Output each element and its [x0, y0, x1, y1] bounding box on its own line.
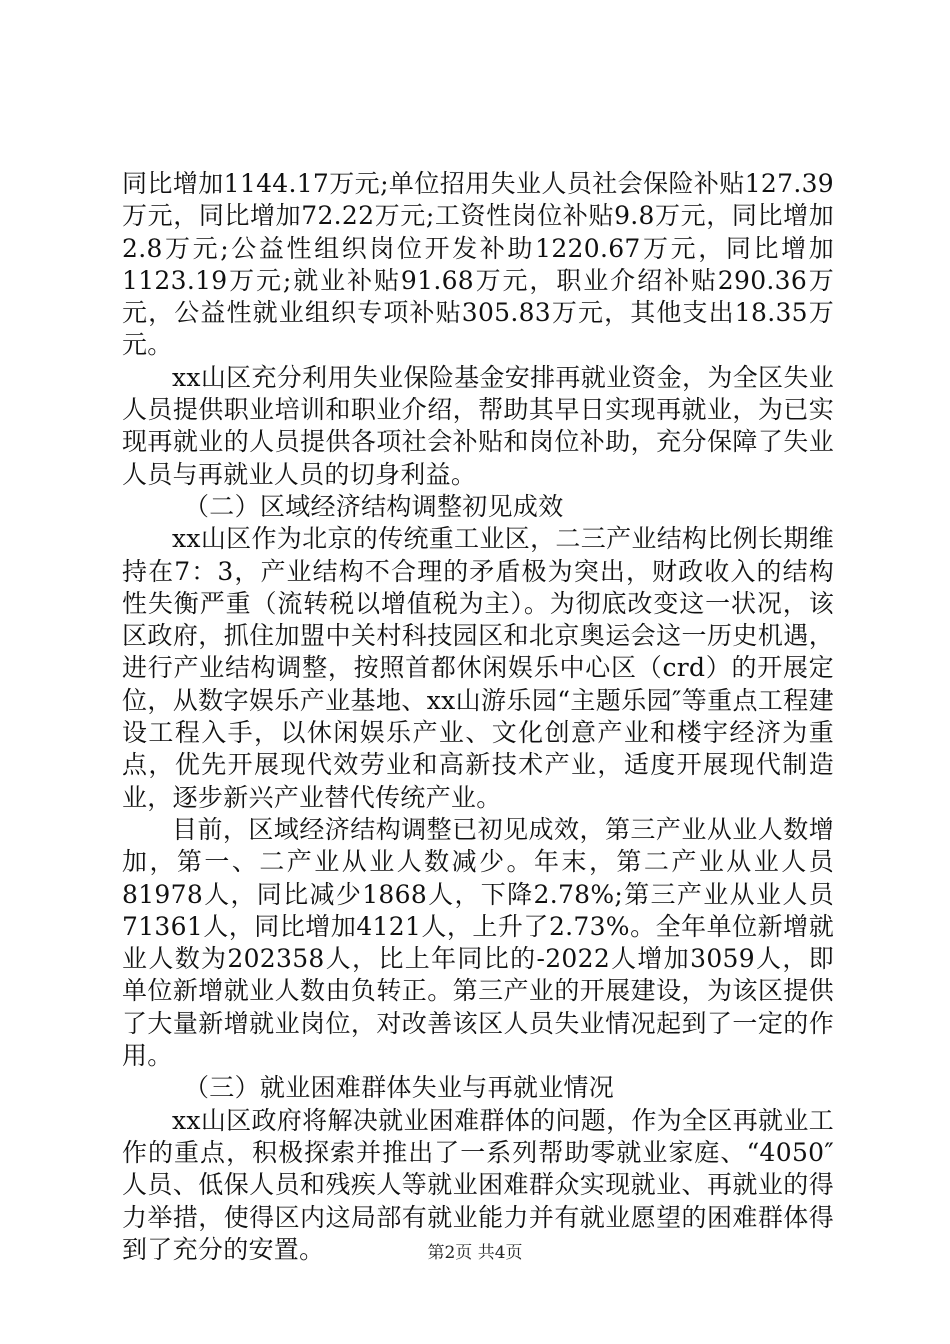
paragraph-insurance-subsidies: 同比增加1144.17万元;单位招用失业人员社会保险补贴127.39万元，同比增加72.22万元;工资性岗位补贴9.8万元，同比增加2.8万元;公益性组织岗位开发补助1220.67万元，同比增加1123.19万元;就业补贴91.68万元，职业介绍补贴290.36万元，公益性就业组织专项补贴305.83万元，其他支出18.35万元。: [122, 169, 834, 360]
page-number-footer: 第2页 共4页: [427, 1243, 523, 1263]
section-heading-difficult-groups: （三）就业困难群体失业与再就业情况: [184, 1073, 615, 1103]
document-body: [122, 168, 834, 1266]
section-heading-economic-restructuring: （二）区域经济结构调整初见成效: [184, 491, 564, 521]
paragraph-difficult-groups: xx山区政府将解决就业困难群体的问题，作为全区再就业工作的重点，积极探索并推出了一系列帮助零就业家庭、“4050″人员、低保人员和残疾人等就业困难群众实现就业、再就业的得力举措，使得区内这局部有就业能力并有就业愿望的困难群体得到了充分的安置。: [122, 1105, 834, 1264]
paragraph-reemployment-funds: xx山区充分利用失业保险基金安排再就业资金，为全区失业人员提供职业培训和职业介绍，帮助其早日实现再就业，为已实现再就业的人员提供各项社会补贴和岗位补助，充分保障了失业人员与再就业人员的切身利益。: [122, 362, 834, 489]
paragraph-industrial-structure: xx山区作为北京的传统重工业区，二三产业结构比例长期维持在7：3，产业结构不合理的矛盾极为突出，财政收入的结构性失衡严重（流转税以增值税为主）。为彻底改变这一状况，该区政府，抓住加盟中关村科技园区和北京奥运会这一历史机遇，进行产业结构调整，按照首都休闲娱乐中心区（crd）的开展定位，从数字娱乐产业基地、xx山游乐园“主题乐园″等重点工程建设工程入手，以休闲娱乐产业、文化创意产业和楼宇经济为重点，优先开展现代效劳业和高新技术产业，适度开展现代制造业，逐步新兴产业替代传统产业。: [122, 524, 834, 812]
paragraph-employment-statistics: 目前，区域经济结构调整已初见成效，第三产业从业人数增加，第一、二产业从业人数减少。年末，第二产业从业人员81978人，同比减少1868人，下降2.78%;第三产业从业人员71361人，同比增加4121人，上升了2.73%。全年单位新增就业人数为202358人，比上年同比的-2022人增加3059人，即单位新增就业人数由负转正。第三产业的开展建设，为该区提供了大量新增就业岗位，对改善该区人员失业情况起到了一定的作用。: [122, 814, 834, 1071]
